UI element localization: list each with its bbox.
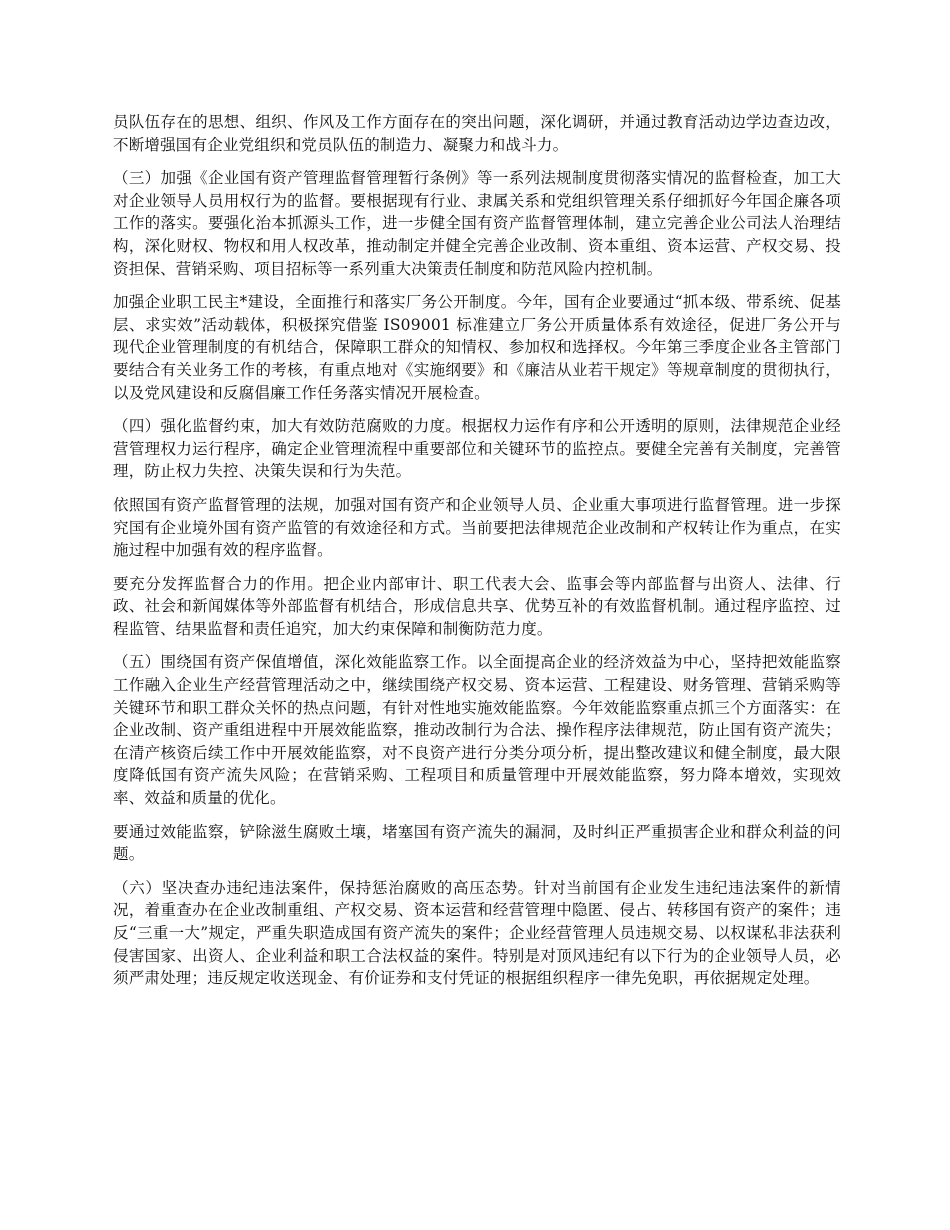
paragraph: 员队伍存在的思想、组织、作风及工作方面存在的突出问题，深化调研，并通过教育活动边学边查边改，不断增强国有企业党组织和党员队伍的制造力、凝聚力和战斗力。 — [113, 113, 841, 154]
paragraph: 加强企业职工民主*建设，全面推行和落实厂务公开制度。今年，国有企业要通过“抓本级、带系统、促基层、求实效”活动载体，积极探究借鉴 IS09001 标准建立厂务公开质量体系有效途径，促进厂务公开与现代企业管理制度的有机结合，保障职工群众的知情权、参加权和选择权。今年第三季度企业各主管部门要结合有关业务工作的考核，有重点地对《实施纲要》和《廉洁从业若干规定》等规章制度的贯彻执行，以及党风建设和反腐倡廉工作任务落实情况开展检查。 — [113, 293, 841, 402]
paragraph: （五）围绕国有资产保值增值，深化效能监察工作。以全面提高企业的经济效益为中心，坚持把效能监察工作融入企业生产经营管理活动之中，继续围绕产权交易、资本运营、工程建设、财务管理、营销采购等关键环节和职工群众关怀的热点问题，有针对性地实施效能监察。今年效能监察重点抓三个方面落实：在企业改制、资产重组进程中开展效能监察，推动改制行为合法、操作程序法律规范，防止国有资产流失；在清产核资后续工作中开展效能监察，对不良资产进行分类分项分析，提出整改建议和健全制度，最大限度降低国有资产流失风险；在营销采购、工程项目和质量管理中开展效能监察，努力降本增效，实现效率、效益和质量的优化。 — [113, 653, 841, 808]
paragraph: 要充分发挥监督合力的作用。把企业内部审计、职工代表大会、监事会等内部监督与出资人、法律、行政、社会和新闻媒体等外部监督有机结合，形成信息共享、优势互补的有效监督机制。通过程序监控、过程监管、结果监督和责任追究，加大约束保障和制衡防范力度。 — [113, 574, 841, 638]
paragraph: （三）加强《企业国有资产管理监督管理暂行条例》等一系列法规制度贯彻落实情况的监督检查，加工大对企业领导人员用权行为的监督。要根据现有行业、隶属关系和党组织管理关系仔细抓好今年国企廉各项工作的落实。要强化治本抓源头工作，进一步健全国有资产监督管理体制，建立完善企业公司法人治理结构，深化财权、物权和用人权改革，推动制定并健全完善企业改制、资本重组、资本运营、产权交易、投资担保、营销采购、项目招标等一系列重大决策责任制度和防范风险内控机制。 — [113, 169, 841, 278]
document-body — [113, 111, 841, 1001]
paragraph: （四）强化监督约束，加大有效防范腐败的力度。根据权力运作有序和公开透明的原则，法律规范企业经营管理权力运行程序，确定企业管理流程中重要部位和关键环节的监控点。要健全完善有关制度，完善管理，防止权力失控、决策失误和行为失范。 — [113, 417, 841, 481]
paragraph: （六）坚决查办违纪违法案件，保持惩治腐败的高压态势。针对当前国有企业发生违纪违法案件的新情况，着重查办在企业改制重组、产权交易、资本运营和经营管理中隐匿、侵占、转移国有资产的案件；违反“三重一大”规定，严重失职造成国有资产流失的案件；企业经营管理人员违规交易、以权谋私非法获利侵害国家、出资人、企业利益和职工合法权益的案件。特别是对顶风违纪有以下行为的企业领导人员，必须严肃处理；违反规定收送现金、有价证券和支付凭证的根据组织程序一律先免职，再依据规定处理。 — [113, 878, 841, 988]
paragraph: 依照国有资产监督管理的法规，加强对国有资产和企业领导人员、企业重大事项进行监督管理。进一步探究国有企业境外国有资产监管的有效途径和方式。当前要把法律规范企业改制和产权转让作为重点，在实施过程中加强有效的程序监督。 — [113, 495, 841, 560]
paragraph: 要通过效能监察，铲除滋生腐败土壤，堵塞国有资产流失的漏洞，及时纠正严重损害企业和群众利益的问题。 — [113, 822, 841, 864]
